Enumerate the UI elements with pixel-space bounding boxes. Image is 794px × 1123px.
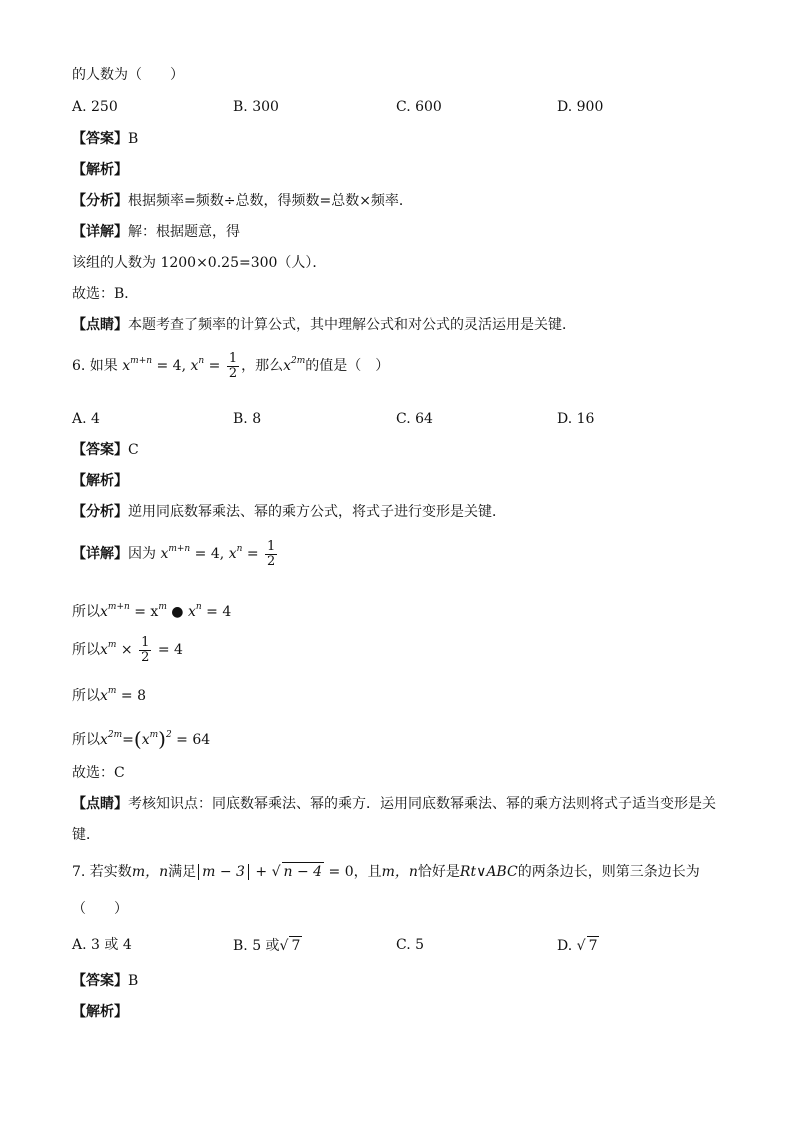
q6-step-3: 所以$x^m = 8$ xyxy=(72,686,146,704)
q7-stem-paren: （ ） xyxy=(72,901,128,917)
q6-step-4: 所以$x^{2m}=(x^m)^2 = 64$ xyxy=(72,727,211,751)
q6-xiangjie: 【详解】因为 $x^{m+n} = 4$, $x^n$ = $\frac{1}{2}$ xyxy=(72,539,276,569)
q5-option-a: A. 250 xyxy=(72,99,118,115)
q5-option-c: C. 600 xyxy=(396,99,442,115)
q6-option-c: C. 64 xyxy=(396,411,433,427)
q5-choose: 故选：B． xyxy=(72,286,139,302)
q7-stem: 7. 若实数m，n满足 m − 3 + √ n − 4 = 0，且m，n恰好是Rt∨ABC的两条边长，则第三条边长为 xyxy=(72,864,700,880)
q6-dianjing-cont: 键． xyxy=(72,827,100,843)
q6-step-2: 所以$x^m$ × $\frac{1}{2}$ = 4 xyxy=(72,635,183,665)
q6-dianjing: 【点睛】考核知识点：同底数幂乘法、幂的乘方．运用同底数幂乘法、幂的乘方法则将式子适当变形是关 xyxy=(72,796,716,812)
q5-fenxi: 【分析】根据频率=频数÷总数，得频数=总数×频率． xyxy=(72,193,413,209)
q5-dianjing: 【点睛】本题考查了频率的计算公式，其中理解公式和对公式的灵活运用是关键． xyxy=(72,317,576,333)
q6-stem: 6. 如果 $x^{m+n} = 4$, $x^n$ = $\frac{1}{2}$ ，那么$x^{2m}$的值是（ ） xyxy=(72,351,390,381)
q7-option-c: C. 5 xyxy=(396,937,425,953)
q6-option-d: D. 16 xyxy=(557,411,595,427)
q6-answer: 【答案】C xyxy=(72,442,139,458)
q6-step-1: 所以$x^{m+n} = x^m$ ● $x^n = 4$ xyxy=(72,602,232,620)
q7-answer: 【答案】B xyxy=(72,973,139,989)
q5-option-b: B. 300 xyxy=(233,99,279,115)
q6-analysis-label: 【解析】 xyxy=(72,473,128,489)
q6-choose: 故选：C xyxy=(72,765,125,781)
q5-answer: 【答案】B xyxy=(72,131,139,147)
q7-analysis-label: 【解析】 xyxy=(72,1004,128,1020)
q5-calc: 该组的人数为 1200×0.25=300（人）． xyxy=(72,255,327,271)
q7-option-a: A. 3 或 4 xyxy=(72,937,132,953)
q7-option-d: D. √ 7 xyxy=(557,938,598,954)
q6-option-a: A. 4 xyxy=(72,411,100,427)
q5-option-d: D. 900 xyxy=(557,99,604,115)
q5-xiangjie: 【详解】解：根据题意，得 xyxy=(72,224,240,240)
q6-option-b: B. 8 xyxy=(233,411,262,427)
q5-stem-tail: 的人数为（ ） xyxy=(72,67,184,83)
q6-fenxi: 【分析】逆用同底数幂乘法、幂的乘方公式，将式子进行变形是关键． xyxy=(72,504,506,520)
q7-option-b: B. 5 或√ 7 xyxy=(233,938,301,954)
q5-analysis-label: 【解析】 xyxy=(72,162,128,178)
